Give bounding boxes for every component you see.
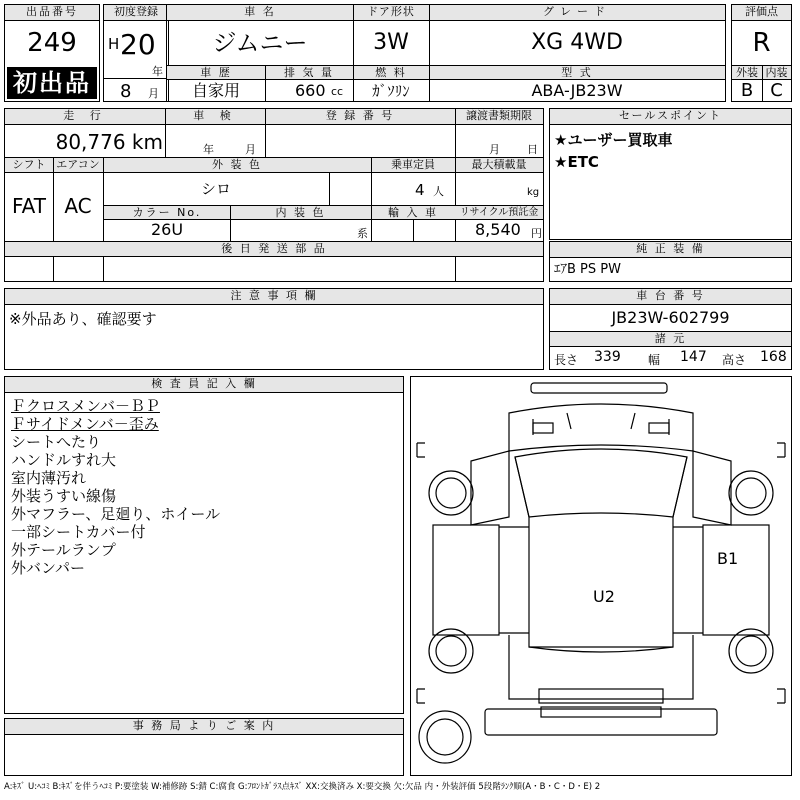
vehicle-info-block [166, 4, 726, 102]
color-no-label: カラー No. [104, 206, 230, 220]
plate-label: 登 録 番 号 [265, 109, 455, 125]
reg-year: 20 [120, 29, 156, 61]
load-unit: kg [527, 187, 540, 198]
spec-label: 諸 元 [550, 332, 791, 347]
fuel-label: 燃 料 [353, 66, 429, 80]
transfer-month-unit: 月 [489, 143, 500, 156]
name-label: 車 名 [167, 5, 353, 21]
inspector-label: 検 査 員 記 入 欄 [5, 377, 403, 393]
car-outline-diagram [411, 377, 791, 775]
reg-era: H [108, 35, 120, 53]
grade-value: XG 4WD [531, 30, 623, 55]
capacity-value: 4 [415, 181, 425, 199]
office-label: 事 務 局 よ り ご 案 内 [5, 719, 403, 735]
length-value: 339 [594, 349, 621, 365]
inspector-note-line: 外テールランプ [11, 541, 116, 559]
inspection-month-unit: 月 [245, 143, 256, 156]
vehicle-name: ジムニー [212, 29, 308, 57]
reg-month: 8 [120, 81, 132, 102]
details-block [4, 108, 544, 282]
score-cell [731, 4, 792, 102]
recycle-label: リサイクル預託金 [455, 206, 543, 220]
recycle-unit: 円 [531, 227, 542, 240]
caution-text: ※外品あり、確認要す [9, 310, 157, 328]
equipment-box [549, 241, 792, 282]
inspector-note-line: シートへたり [11, 433, 102, 451]
registration-cell [103, 4, 169, 102]
ac-value: AC [64, 194, 92, 218]
model-value: ABA-JB23W [531, 81, 623, 100]
history-label: 車 歴 [167, 66, 265, 80]
lot-label: 出品番号 [5, 5, 99, 21]
displacement-label: 排 気 量 [265, 66, 353, 80]
grade-label: グレード [429, 5, 725, 21]
lot-cell [4, 4, 100, 102]
width-label: 幅 [648, 353, 661, 367]
inspector-note-line: ハンドルすれ大 [11, 451, 117, 469]
interior-grade: C [770, 81, 783, 101]
reg-month-unit: 月 [148, 87, 159, 100]
inspector-notes [11, 397, 220, 577]
score-label: 評価点 [732, 5, 791, 21]
caution-label: 注 意 事 項 欄 [5, 289, 543, 305]
inspection-year-unit: 年 [203, 143, 214, 156]
inspector-box [4, 376, 404, 714]
shift-value: FAT [11, 194, 46, 218]
equipment-label: 純 正 装 備 [550, 242, 791, 258]
inspection-label: 車 検 [165, 109, 265, 125]
door-label: ドア形状 [353, 5, 429, 21]
reg-year-unit: 年 [152, 65, 163, 78]
history-value: 自家用 [191, 81, 240, 100]
fuel-value: ｶﾞｿﾘﾝ [372, 82, 410, 100]
mileage-value: 80,776 km [55, 130, 163, 154]
displacement-value: 660 [295, 81, 326, 100]
color-label: 外 装 色 [103, 158, 371, 173]
inspector-note-line: 外装うすい線傷 [11, 487, 117, 505]
chassis-box [549, 288, 792, 370]
transfer-label: 譲渡書類期限 [455, 109, 543, 125]
mileage-label: 走 行 [5, 109, 165, 125]
sales-point-item: ★ユーザー買取車 [554, 131, 673, 149]
inspector-note-line: 外バンパー [11, 559, 85, 577]
sales-point-item: ★ETC [554, 153, 599, 171]
height-value: 168 [760, 349, 787, 365]
width-value: 147 [680, 349, 707, 365]
interior-label: 内装 [762, 66, 791, 80]
height-label: 高さ [722, 353, 747, 367]
exterior-label: 外装 [732, 66, 762, 80]
sales-points-label: セールスポイント [550, 109, 791, 125]
capacity-label: 乗車定員 [371, 158, 455, 173]
color-no-value: 26U [150, 220, 184, 239]
inspector-note-line: 室内薄汚れ [11, 469, 87, 487]
inspector-note-line: 外マフラー、足廻り、ホイール [11, 505, 221, 523]
shift-label: シフト [5, 158, 53, 173]
recycle-value: 8,540 [475, 220, 521, 239]
first-listing-badge: 初出品 [7, 67, 97, 99]
caution-box [4, 288, 544, 370]
lot-number: 249 [27, 28, 77, 58]
office-box [4, 718, 404, 776]
interior-color-unit: 系 [357, 227, 368, 240]
load-label: 最大積載量 [455, 158, 543, 173]
import-label: 輸 入 車 [371, 206, 455, 220]
sales-points-box [549, 108, 792, 240]
header-section [4, 4, 792, 102]
score-value: R [752, 28, 771, 58]
interior-color-label: 内 装 色 [230, 206, 371, 220]
transfer-day-unit: 日 [527, 143, 538, 156]
inspector-note-line: 一部シートカバー付 [11, 523, 146, 541]
inspector-note-line: Ｆクロスメンバ－ＢＰ [11, 397, 160, 415]
reg-label: 初度登録 [104, 5, 168, 21]
car-diagram [410, 376, 792, 776]
inspector-note-line: Ｆサイドメンバ－歪み [11, 415, 159, 433]
exterior-grade: B [740, 81, 754, 101]
legend-footer: A:ｷｽﾞ U:ﾍｺﾐ B:ｷｽﾞを伴うﾍｺﾐ P:要塗装 W:補修跡 S:錆 C:腐食 G:ﾌﾛﾝﾄｶﾞﾗｽ点ｷｽﾞ XX:交換済み X:要交換 欠:欠品 内・外装評価 5段階ﾗﾝｸ順(A・B・C・D・E) 2 [4, 782, 601, 792]
color-value: シロ [200, 180, 231, 198]
ac-label: エアコン [53, 158, 103, 173]
capacity-unit: 人 [433, 185, 444, 198]
equipment-value: ｴｱB PS PW [554, 262, 621, 277]
chassis-label: 車 台 番 号 [550, 289, 791, 305]
damage-mark: B1 [717, 549, 739, 568]
model-label: 型 式 [429, 66, 725, 80]
damage-mark: U2 [593, 587, 615, 606]
displacement-unit: cc [331, 85, 344, 98]
length-label: 長さ [554, 353, 579, 367]
later-parts-label: 後 日 発 送 部 品 [5, 242, 543, 257]
door-type: 3W [373, 30, 409, 55]
chassis-value: JB23W-602799 [611, 308, 730, 327]
